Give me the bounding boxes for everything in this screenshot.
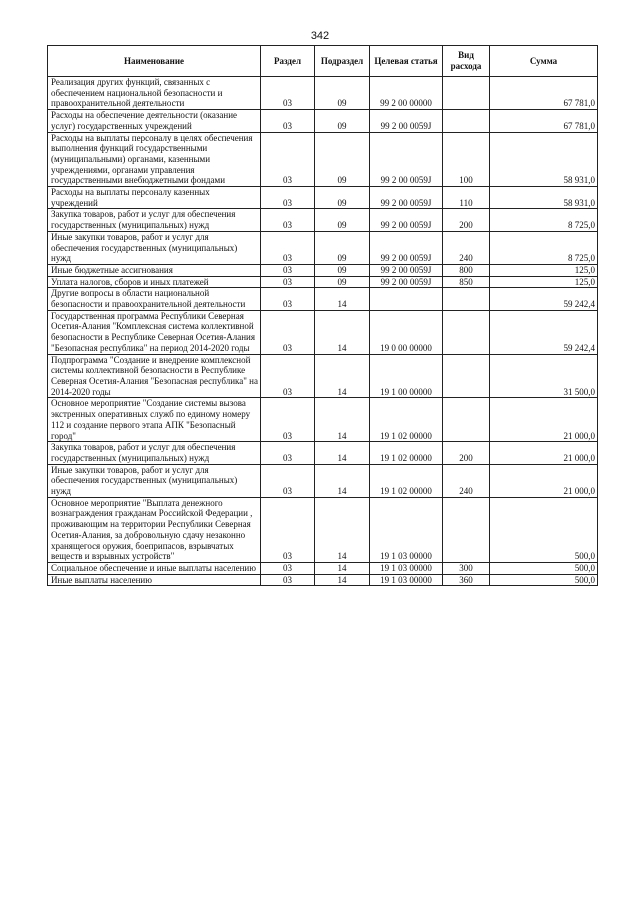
cell-expense-type <box>443 110 490 132</box>
cell-target: 19 1 00 00000 <box>370 354 443 398</box>
table-row <box>48 77 598 110</box>
cell-target: 19 1 03 00000 <box>370 574 443 586</box>
cell-target: 19 0 00 00000 <box>370 310 443 354</box>
cell-name: Расходы на выплаты персоналу в целях обеспечения выполнения функций государственными (муниципальными) органами, казенными учреждениями, органами управления государственными внебюджетными фондами <box>48 132 261 187</box>
cell-subsection: 09 <box>315 209 370 231</box>
cell-target: 99 2 00 0059J <box>370 132 443 187</box>
cell-expense-type: 200 <box>443 209 490 231</box>
cell-expense-type <box>443 288 490 310</box>
cell-amount: 125,0 <box>490 264 598 276</box>
cell-subsection: 14 <box>315 497 370 562</box>
cell-expense-type: 100 <box>443 132 490 187</box>
cell-subsection: 09 <box>315 276 370 288</box>
cell-target: 19 1 02 00000 <box>370 442 443 464</box>
cell-target: 19 1 03 00000 <box>370 562 443 574</box>
header-section: Раздел <box>261 46 315 77</box>
cell-name: Социальное обеспечение и иные выплаты населению <box>48 562 261 574</box>
table-row <box>48 187 598 209</box>
cell-name: Расходы на обеспечение деятельности (оказание услуг) государственных учреждений <box>48 110 261 132</box>
cell-expense-type: 110 <box>443 187 490 209</box>
cell-amount: 500,0 <box>490 574 598 586</box>
cell-target: 19 1 02 00000 <box>370 464 443 497</box>
cell-amount: 59 242,4 <box>490 288 598 310</box>
cell-amount: 58 931,0 <box>490 187 598 209</box>
header-amount: Сумма <box>490 46 598 77</box>
cell-target: 19 1 03 00000 <box>370 497 443 562</box>
cell-section: 03 <box>261 77 315 110</box>
table-row <box>48 288 598 310</box>
cell-amount: 125,0 <box>490 276 598 288</box>
cell-target: 99 2 00 0059J <box>370 264 443 276</box>
cell-name: Подпрограмма "Создание и внедрение комплексной системы коллективной безопасности в Республике Северная Осетия-Алания "Безопасная республика" на 2014-2020 годы <box>48 354 261 398</box>
cell-amount: 500,0 <box>490 562 598 574</box>
cell-subsection: 09 <box>315 264 370 276</box>
cell-name: Иные бюджетные ассигнования <box>48 264 261 276</box>
cell-target: 99 2 00 0059J <box>370 187 443 209</box>
cell-amount: 21 000,0 <box>490 464 598 497</box>
cell-expense-type: 360 <box>443 574 490 586</box>
cell-amount: 31 500,0 <box>490 354 598 398</box>
cell-section: 03 <box>261 231 315 264</box>
cell-section: 03 <box>261 310 315 354</box>
cell-section: 03 <box>261 264 315 276</box>
cell-subsection: 09 <box>315 132 370 187</box>
cell-name: Уплата налогов, сборов и иных платежей <box>48 276 261 288</box>
cell-amount: 500,0 <box>490 497 598 562</box>
cell-section: 03 <box>261 288 315 310</box>
table-row <box>48 310 598 354</box>
cell-name: Закупка товаров, работ и услуг для обеспечения государственных (муниципальных) нужд <box>48 209 261 231</box>
cell-name: Расходы на выплаты персоналу казенных учреждений <box>48 187 261 209</box>
cell-section: 03 <box>261 562 315 574</box>
table-row <box>48 110 598 132</box>
cell-expense-type: 300 <box>443 562 490 574</box>
cell-expense-type <box>443 354 490 398</box>
table-row <box>48 132 598 187</box>
cell-target <box>370 288 443 310</box>
cell-target: 99 2 00 0059J <box>370 276 443 288</box>
table-row <box>48 276 598 288</box>
table-row <box>48 354 598 398</box>
header-subsection: Подраздел <box>315 46 370 77</box>
cell-subsection: 09 <box>315 231 370 264</box>
page-number: 342 <box>310 30 330 42</box>
cell-subsection: 14 <box>315 574 370 586</box>
header-expense-type: Вид расхода <box>443 46 490 77</box>
cell-subsection: 09 <box>315 110 370 132</box>
cell-subsection: 14 <box>315 354 370 398</box>
table-row <box>48 497 598 562</box>
table-row <box>48 209 598 231</box>
cell-section: 03 <box>261 132 315 187</box>
cell-amount: 67 781,0 <box>490 110 598 132</box>
table-row <box>48 562 598 574</box>
table-header-row <box>48 46 598 77</box>
cell-amount: 58 931,0 <box>490 132 598 187</box>
cell-name: Иные закупки товаров, работ и услуг для обеспечения государственных (муниципальных) нужд <box>48 464 261 497</box>
budget-table <box>47 45 598 586</box>
cell-target: 99 2 00 0059J <box>370 209 443 231</box>
cell-subsection: 14 <box>315 288 370 310</box>
cell-expense-type <box>443 310 490 354</box>
cell-expense-type: 240 <box>443 464 490 497</box>
cell-subsection: 09 <box>315 77 370 110</box>
cell-subsection: 09 <box>315 187 370 209</box>
cell-amount: 21 000,0 <box>490 442 598 464</box>
cell-section: 03 <box>261 276 315 288</box>
cell-target: 99 2 00 0059J <box>370 110 443 132</box>
table-row <box>48 574 598 586</box>
cell-section: 03 <box>261 398 315 442</box>
table-row <box>48 398 598 442</box>
cell-section: 03 <box>261 209 315 231</box>
cell-amount: 59 242,4 <box>490 310 598 354</box>
cell-name: Основное мероприятие "Создание системы вызова экстренных оперативных служб по единому номеру 112 и создание первого этапа АПК "Безопасный город" <box>48 398 261 442</box>
cell-amount: 21 000,0 <box>490 398 598 442</box>
cell-subsection: 14 <box>315 562 370 574</box>
cell-expense-type: 850 <box>443 276 490 288</box>
cell-expense-type <box>443 77 490 110</box>
cell-name: Другие вопросы в области национальной безопасности и правоохранительной деятельности <box>48 288 261 310</box>
cell-expense-type: 800 <box>443 264 490 276</box>
cell-name: Иные закупки товаров, работ и услуг для обеспечения государственных (муниципальных) нужд <box>48 231 261 264</box>
cell-subsection: 14 <box>315 442 370 464</box>
cell-subsection: 14 <box>315 310 370 354</box>
cell-section: 03 <box>261 187 315 209</box>
cell-target: 99 2 00 00000 <box>370 77 443 110</box>
cell-section: 03 <box>261 574 315 586</box>
cell-section: 03 <box>261 497 315 562</box>
cell-expense-type <box>443 497 490 562</box>
cell-section: 03 <box>261 464 315 497</box>
cell-expense-type: 200 <box>443 442 490 464</box>
cell-amount: 8 725,0 <box>490 231 598 264</box>
cell-amount: 67 781,0 <box>490 77 598 110</box>
cell-section: 03 <box>261 442 315 464</box>
table-row <box>48 231 598 264</box>
cell-section: 03 <box>261 110 315 132</box>
header-target: Целевая статья <box>370 46 443 77</box>
cell-target: 99 2 00 0059J <box>370 231 443 264</box>
table-body <box>48 77 598 586</box>
cell-name: Государственная программа Республики Северная Осетия-Алания "Комплексная система коллективной безопасности в Республике Северная Осетия-Алания "Безопасная республика" на период 2014-2020 годы <box>48 310 261 354</box>
cell-subsection: 14 <box>315 464 370 497</box>
cell-amount: 8 725,0 <box>490 209 598 231</box>
cell-target: 19 1 02 00000 <box>370 398 443 442</box>
table-row <box>48 264 598 276</box>
cell-name: Закупка товаров, работ и услуг для обеспечения государственных (муниципальных) нужд <box>48 442 261 464</box>
cell-expense-type <box>443 398 490 442</box>
cell-section: 03 <box>261 354 315 398</box>
table-row <box>48 464 598 497</box>
table-row <box>48 442 598 464</box>
cell-name: Реализация других функций, связанных с обеспечением национальной безопасности и правоохранительной деятельности <box>48 77 261 110</box>
cell-subsection: 14 <box>315 398 370 442</box>
cell-expense-type: 240 <box>443 231 490 264</box>
cell-name: Иные выплаты населению <box>48 574 261 586</box>
cell-name: Основное мероприятие "Выплата денежного вознаграждения гражданам Российской Федерации , проживающим на территории Республики Северная Осетия-Алания, за добровольную сдачу незаконно хранящегося оружия, боеприпасов, взрывчатых веществ и взрывных устройств" <box>48 497 261 562</box>
header-name: Наименование <box>48 46 261 77</box>
